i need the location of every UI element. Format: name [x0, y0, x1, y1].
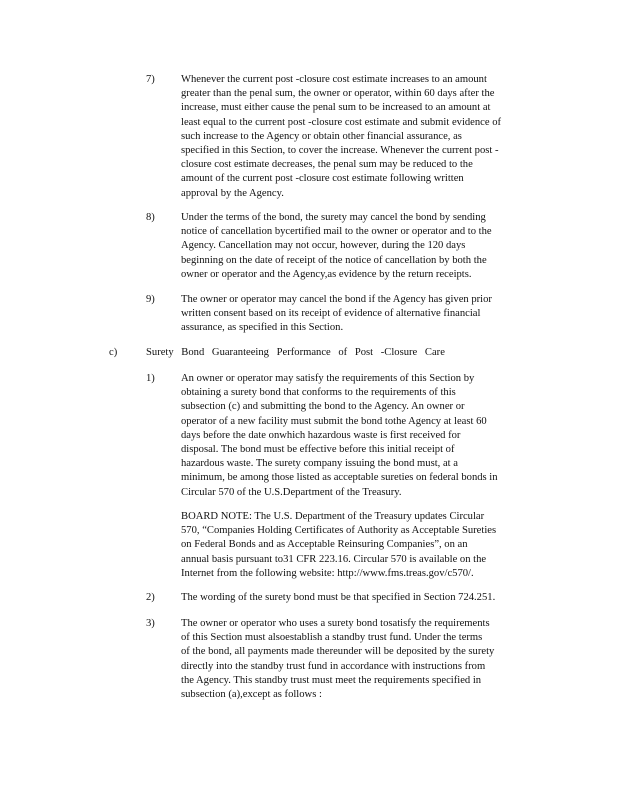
item-number: 1) — [146, 373, 155, 384]
item-number: 3) — [146, 618, 155, 629]
text-line: amount of the current post -closure cost estimate following written — [181, 173, 464, 185]
board-note — [181, 510, 528, 581]
text-line: on Federal Bonds and as Acceptable Reinsuring Companies”, on an — [181, 539, 468, 551]
text-line: hazardous waste. The surety company issuing the bond must, at a — [181, 458, 458, 470]
text-line: directly into the standby trust fund in accordance with instructions from — [181, 660, 486, 672]
text-line: Under the terms of the bond, the surety may cancel the bond by sending — [181, 212, 486, 223]
text-line: increase, must either cause the penal sum to be increased to an amount at — [181, 102, 491, 114]
text-line: BOARD NOTE: The U.S. Department of the Treasury updates Circular — [181, 511, 485, 522]
item-number: 8) — [146, 212, 155, 223]
text-line: beginning on the date of receipt of the notice of cancellation by both the — [181, 254, 487, 266]
paragraph-c-item-2 — [181, 591, 533, 605]
text-line: of this Section must alsoestablish a standby trust fund. Under the terms — [181, 632, 483, 644]
text-line: written consent based on its receipt of evidence of alternative financial — [181, 308, 481, 320]
text-line: the Agency. This standby trust must meet the requirements specified in — [181, 674, 482, 686]
section-heading: Surety Bond Guaranteeing Performance of Post -Closure Care — [146, 347, 445, 358]
text-line: The owner or operator may cancel the bond if the Agency has given prior — [181, 294, 492, 305]
text-line: owner or operator and the Agency,as evidence by the return receipts. — [181, 268, 472, 280]
text-line: days before the date onwhich hazardous waste is first received for — [181, 429, 461, 441]
paragraph-item-7 — [181, 73, 542, 201]
section-letter: c) — [109, 347, 118, 358]
text-line: obtaining a surety bond that conforms to the requirements of this — [181, 387, 456, 399]
text-line: assurance, as specified in this Section. — [181, 322, 344, 334]
text-line: An owner or operator may satisfy the requirements of this Section by — [181, 373, 475, 384]
paragraph-c-item-1 — [181, 372, 538, 500]
text-line: Agency. Cancellation may not occur, however, during the 120 days — [181, 240, 466, 252]
item-number: 9) — [146, 294, 155, 305]
text-line: specified in this Section, to cover the increase. Whenever the current post - — [181, 145, 499, 157]
text-line: greater than the penal sum, the owner or operator, within 60 days after the — [181, 88, 495, 100]
text-line: subsection (c) and submitting the bond to the Agency. An owner or — [181, 401, 465, 413]
text-line: Whenever the current post -closure cost estimate increases to an amount — [181, 74, 487, 85]
text-line: Circular 570 of the U.S.Department of the Treasury. — [181, 486, 402, 498]
text-line: subsection (a),except as follows : — [181, 689, 322, 701]
text-line: Internet from the following website: http://www.fms.treas.gov/c570/. — [181, 567, 474, 579]
text-line: minimum, be among those listed as acceptable sureties on federal bonds in — [181, 472, 498, 484]
text-line: disposal. The bond must be effective before this initial receipt of — [181, 444, 455, 456]
text-line: approval by the Agency. — [181, 187, 284, 199]
text-line: 570, “Companies Holding Certificates of Authority as Acceptable Sureties — [181, 525, 497, 537]
text-line: of the bond, all payments made thereunder will be deposited by the surety — [181, 646, 495, 658]
text-line: least equal to the current post -closure cost estimate and submit evidence of — [181, 116, 502, 128]
paragraph-item-8 — [181, 211, 536, 282]
item-number: 7) — [146, 74, 155, 85]
text-line: closure cost estimate decreases, the penal sum may be reduced to the — [181, 159, 473, 171]
text-line: The owner or operator who uses a surety bond tosatisfy the requirements — [181, 618, 490, 629]
item-number: 2) — [146, 592, 155, 603]
text-line: annual basis pursuant to31 CFR 223.16. Circular 570 is available on the — [181, 553, 487, 565]
text-line: such increase to the Agency or obtain other financial assurance, as — [181, 130, 462, 142]
text-line: notice of cancellation bycertified mail to the owner or operator and to the — [181, 226, 492, 238]
text-line: operator of a new facility must submit the bond tothe Agency at least 60 — [181, 415, 487, 427]
paragraph-c-item-3 — [181, 617, 533, 702]
paragraph-item-9 — [181, 293, 533, 336]
text-line: The wording of the surety bond must be that specified in Section 724.251. — [181, 592, 496, 603]
